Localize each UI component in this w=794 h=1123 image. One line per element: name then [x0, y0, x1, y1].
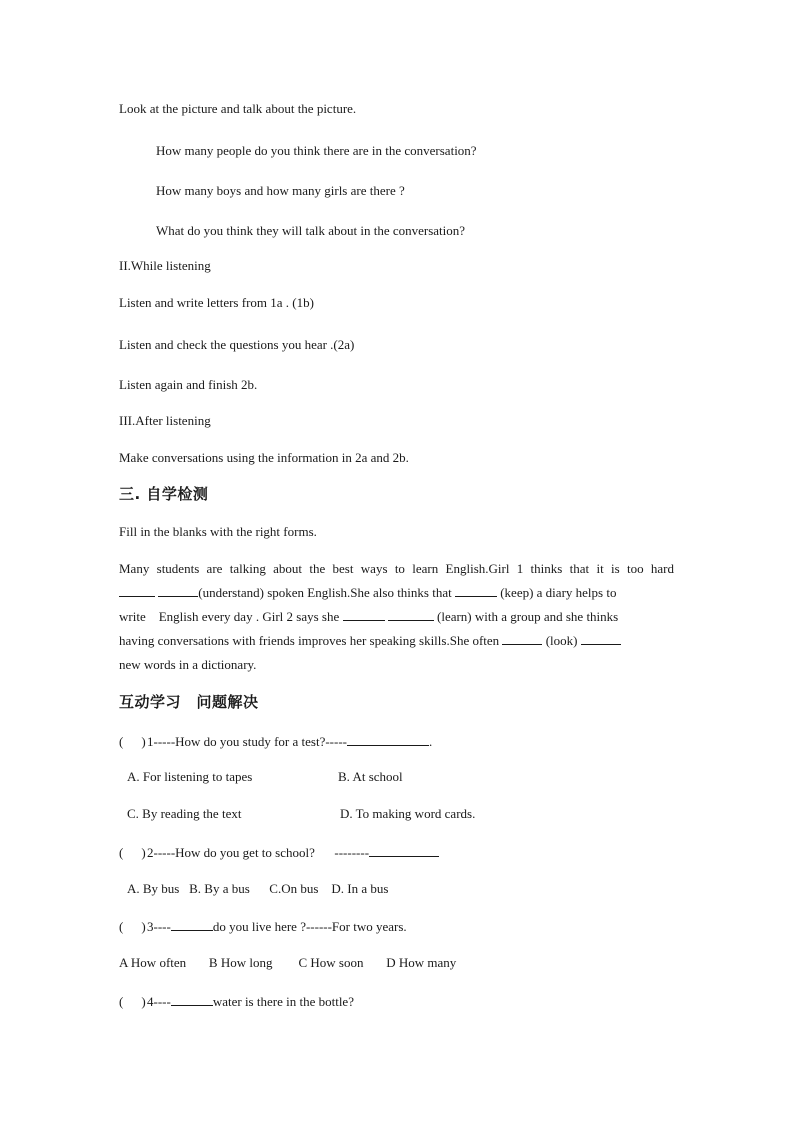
question-1	[119, 733, 432, 750]
while-listening-heading: II.While listening	[119, 258, 211, 273]
question-3-text: do you live here ?------For two years.	[212, 919, 407, 934]
question-2-text: 2-----How do you get to school?	[147, 845, 315, 860]
blank-2[interactable]	[158, 584, 198, 597]
paragraph-text-8: (look)	[545, 633, 578, 648]
self-check-instruction: Fill in the blanks with the right forms.	[119, 524, 317, 539]
while-listening-item-2: Listen and check the questions you hear .(2a)	[119, 337, 355, 352]
q3-options	[119, 955, 456, 971]
paragraph-text-4: write	[119, 609, 146, 624]
question-4	[119, 993, 354, 1010]
question-4-text: water is there in the bottle?	[212, 994, 354, 1009]
question-1-blank[interactable]	[347, 733, 429, 746]
q1-option-b: B. At school	[338, 769, 403, 784]
question-3-number: 3----	[147, 919, 171, 934]
q1-option-d: D. To making word cards.	[340, 806, 476, 821]
q2-option-d: D. In a bus	[331, 881, 389, 896]
blank-4[interactable]	[343, 608, 385, 621]
self-check-heading: 三. 自学检测	[119, 485, 209, 503]
question-2	[119, 844, 439, 861]
question-4-number: 4----	[147, 994, 171, 1009]
answer-paren-open: (	[119, 994, 124, 1009]
question-3	[119, 918, 407, 935]
blank-6[interactable]	[502, 632, 542, 645]
while-listening-item-3: Listen again and finish 2b.	[119, 377, 258, 392]
pre-listening-question-1: How many people do you think there are in the conversation?	[156, 143, 477, 158]
paragraph-text-7: having conversations with friends improves her speaking skills.She often	[119, 633, 500, 648]
q3-option-c: C How soon	[298, 955, 364, 970]
after-listening-item: Make conversations using the information in 2a and 2b.	[119, 450, 409, 465]
pre-listening-question-3: What do you think they will talk about in the conversation?	[156, 223, 466, 238]
q1-option-c: C. By reading the text	[127, 806, 242, 821]
answer-paren-close: )	[141, 919, 146, 934]
while-listening-item-1: Listen and write letters from 1a . (1b)	[119, 295, 314, 310]
blank-5[interactable]	[388, 608, 434, 621]
answer-paren-close: )	[141, 994, 146, 1009]
question-1-end: .	[429, 734, 433, 749]
blank-7[interactable]	[581, 632, 621, 645]
pre-listening-question-2: How many boys and how many girls are there ?	[156, 183, 405, 198]
answer-paren-open: (	[119, 734, 124, 749]
q3-option-d: D How many	[386, 955, 457, 970]
paragraph-text-3: (keep) a diary helps to	[500, 585, 617, 600]
question-1-text: 1-----How do you study for a test?-----	[147, 734, 347, 749]
pre-listening-intro: Look at the picture and talk about the picture.	[119, 101, 357, 116]
q3-option-b: B How long	[208, 955, 273, 970]
after-listening-heading: III.After listening	[119, 413, 211, 428]
interactive-heading: 互动学习 问题解决	[119, 693, 259, 711]
question-4-blank[interactable]	[171, 993, 213, 1006]
answer-paren-open: (	[119, 845, 124, 860]
question-2-blank[interactable]	[369, 844, 439, 857]
answer-paren-close: )	[141, 845, 146, 860]
answer-paren-open: (	[119, 919, 124, 934]
q2-options	[127, 881, 388, 897]
q2-option-a: A. By bus	[127, 881, 180, 896]
q2-option-b: B. By a bus	[189, 881, 250, 896]
self-check-paragraph	[119, 557, 674, 677]
question-2-dashes: --------	[334, 845, 370, 860]
q2-option-c: C.On bus	[269, 881, 319, 896]
paragraph-text-9: new words in a dictionary.	[119, 657, 257, 672]
blank-1[interactable]	[119, 584, 155, 597]
paragraph-text-2: (understand) spoken English.She also thinks that	[198, 585, 452, 600]
q1-option-a: A. For listening to tapes	[127, 769, 253, 784]
paragraph-text-1: Many students are talking about the best ways to learn English.Girl 1 thinks that it is too hard	[119, 561, 674, 576]
answer-paren-close: )	[141, 734, 146, 749]
blank-3[interactable]	[455, 584, 497, 597]
paragraph-text-5: English every day . Girl 2 says she	[158, 609, 340, 624]
q3-option-a: A How often	[119, 955, 187, 970]
paragraph-text-6: (learn) with a group and she thinks	[437, 609, 619, 624]
question-3-blank[interactable]	[171, 918, 213, 931]
